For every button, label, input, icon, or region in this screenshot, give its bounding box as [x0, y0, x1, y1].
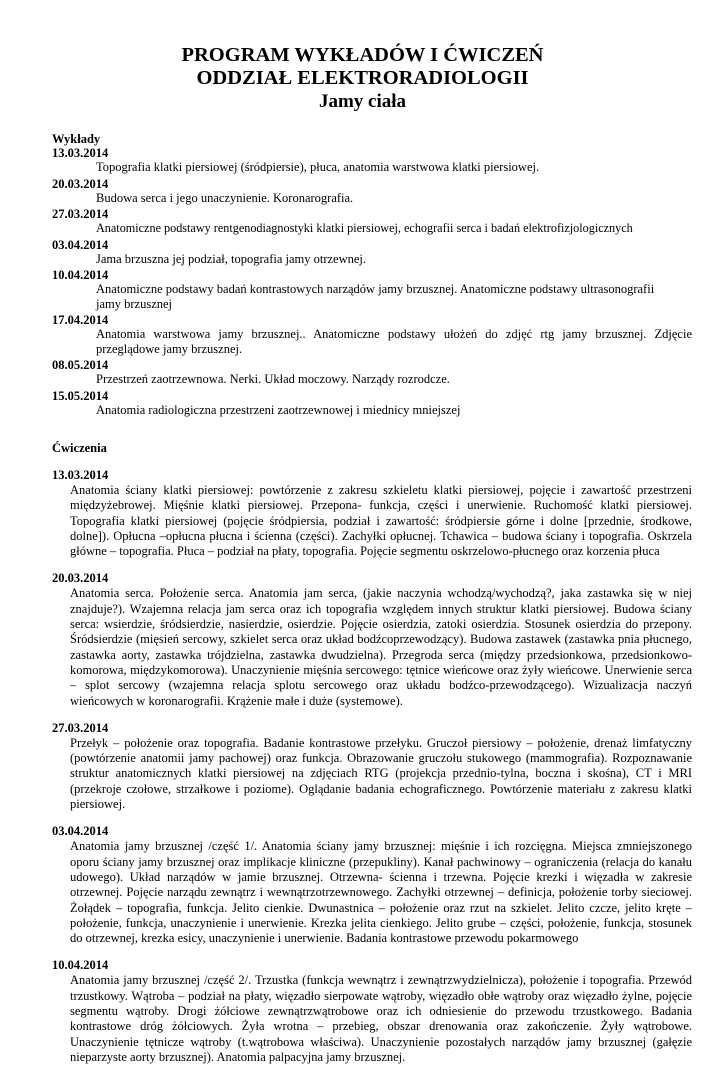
lecture-topic: Przestrzeń zaotrzewnowa. Nerki. Układ moczowy. Narządy rozrodcze.	[96, 372, 450, 386]
exercise-date: 10.04.2014	[52, 958, 109, 973]
lectures-heading: Wykłady	[52, 132, 101, 146]
lecture-entry	[52, 207, 692, 236]
exercise-date: 27.03.2014	[52, 720, 109, 735]
exercise-date: 20.03.2014	[52, 571, 109, 586]
exercise-topic: Przełyk – położenie oraz topografia. Badanie kontrastowe przełyku. Gruczoł piersiowy – położenie, drenaż limfatyczny (powtórzenie anatomii jamy pachowej) oraz funkcja. Obrazowanie gruczołu stukowego (mammografia). Rozpoznawanie struktur anatomicznych klatki piersiowej na zdjęciach RTG (projekcja przednio-tylna, boczna i skośna), CT i MRI (przekroje czołowe, strzałkowe i poziome). Oglądanie badania echograficznego. Powtórzenie materiału z zakresu klatki piersiowej.	[70, 735, 692, 812]
lecture-date: 13.03.2014	[52, 146, 109, 160]
exercise-entry	[52, 571, 692, 708]
lecture-topic: Anatomiczne podstawy rentgenodiagnostyki klatki piersiowej, echografii serca i badań elektrofizjologicznych	[96, 221, 633, 235]
lecture-entry	[52, 238, 692, 267]
exercise-date: 13.03.2014	[52, 468, 109, 482]
page-title-line-1: PROGRAM WYKŁADÓW I ĆWICZEŃ	[181, 44, 544, 66]
exercise-date: 03.04.2014	[52, 824, 109, 839]
lecture-entry	[52, 358, 692, 387]
lecture-entry	[52, 146, 692, 175]
exercise-topic: Anatomia serca. Położenie serca. Anatomia jam serca, (jakie naczynia wchodzą/wychodzą?, jaka zastawka się w niej znajduje?). Wzajemna relacja jam serca oraz ich topografia względem innych struktur klatki piersiowej. Budowa ściany serca: wsierdzie, śródsierdzie, nasierdzie, osierdzie. Pojęcie osierdzia, zatoki osierdzia. Stosunek osierdzia do przepony. Śródsierdzie (mięsień sercowy, szkielet serca oraz układ bodźcoprzewodzący). Budowa zastawek (zastawka pnia płucnego, zastawka aorty, zastawka trójdzielna, zastawka dwudzielna). Przegroda serca (między przedsionkowa, przedsionkowo-komorowa, międzykomorowa). Unaczynienie mięśnia sercowego: tętnice wieńcowe oraz żyły wieńcowe. Unerwienie serca – splot sercowy (wzajemna relacja splotu sercowego oraz układu bodźco-przewodzącego). Wizualizacja naczyń wieńcowych w koronarografii. Krążenie małe i duże (systemowe).	[70, 586, 692, 708]
exercise-entry	[52, 468, 692, 559]
exercise-entry	[52, 958, 692, 1065]
lecture-entry	[52, 313, 692, 356]
lecture-date: 03.04.2014	[52, 237, 109, 252]
page-subtitle: Jamy ciała	[318, 91, 407, 112]
lecture-date: 15.05.2014	[52, 388, 109, 403]
lecture-entry	[52, 389, 692, 418]
lecture-topic: Anatomia warstwowa jamy brzusznej.. Anatomiczne podstawy ułożeń do zdjęć rtg jamy brzusznej. Zdjęcie przeglądowe jamy brzusznej.	[96, 327, 692, 356]
lecture-topic: Anatomia radiologiczna przestrzeni zaotrzewnowej i miednicy mniejszej	[96, 402, 461, 417]
exercise-topic: Anatomia ściany klatki piersiowej: powtórzenie z zakresu szkieletu klatki piersiowej, pojęcie i zawartość przestrzeni międzyżebrowej. Mięśnie klatki piersiowej. Przepona- funkcja, części i unerwienie. Ruchomość klatki piersiowej. Topografia klatki piersiowej (pojęcie śródpiersia, podział i zawartość: śródpiersie górne i dolne [przednie, środkowe, dolne]). Opłucna –opłucna płucna i ścienna (części). Zachyłki opłucnej. Tchawica – budowa ściany i topografia. Oskrzela główne – topografia. Płuca – podział na płaty, topografia. Pojęcie segmentu oskrzelowo-płucnego oraz korzenia płuca	[70, 483, 692, 559]
page-title-line-2: ODDZIAŁ ELEKTRORADIOLOGII	[196, 67, 529, 89]
lecture-date: 27.03.2014	[52, 207, 109, 221]
exercise-entry	[52, 824, 692, 946]
exercises-heading: Ćwiczenia	[52, 441, 107, 455]
exercise-entry	[52, 721, 692, 812]
exercise-topic: Anatomia jamy brzusznej /część 2/. Trzustka (funkcja wewnątrz i zewnątrzwydzielnicza), położenie i topografia. Przewód trzustkowy. Wątroba – podział na płaty, więzadło sierpowate wątroby, więzadło obłe wątroby oraz więzadło żylne, pojęcie segmentu wątroby. Drogi żółciowe zewnątrzwątrobowe oraz ich odniesienie do przewodu trzustkowego. Badania kontrastowe dróg żółciowych. Żyła wrotna – przebieg, obszar drenowania oraz zakończenie. Żyły wątrobowe. Unaczynienie tętnicze wątroby (t.wątrobowa właściwa). Unaczynienie pozostałych narządów jamy brzusznej (gałęzie nieparzyste aorty brzusznej). Anatomia palpacyjna jamy brzusznej.	[70, 973, 692, 1064]
lecture-topic: Anatomiczne podstawy badań kontrastowych narządów jamy brzusznej. Anatomiczne podstawy ultrasonografii jamy brzusznej	[96, 282, 655, 311]
program-content	[52, 132, 692, 1065]
lecture-topic: Topografia klatki piersiowej (śródpiersie), płuca, anatomia warstwowa klatki piersiowej.	[96, 160, 540, 174]
lecture-date: 20.03.2014	[52, 176, 109, 191]
title-block	[0, 44, 725, 113]
lecture-topic: Jama brzuszna jej podział, topografia jamy otrzewnej.	[96, 251, 367, 266]
lecture-topic: Budowa serca i jego unaczynienie. Koronarografia.	[96, 190, 354, 205]
lecture-date: 10.04.2014	[52, 268, 109, 282]
lecture-date: 17.04.2014	[52, 313, 109, 327]
lecture-entry	[52, 268, 692, 311]
lecture-entry	[52, 177, 692, 206]
lecture-date: 08.05.2014	[52, 358, 109, 372]
exercise-topic: Anatomia jamy brzusznej /część 1/. Anatomia ściany jamy brzusznej: mięśnie i ich rozcięgna. Miejsca zmniejszonego oporu ściany jamy brzusznej oraz implikacje kliniczne (przepukliny). Kanał pachwinowy – ograniczenia (relacja do kanału udowego). Układ narządów w jamie brzusznej. Otrzewna- ścienna i trzewna. Pojęcie krezki i więzadła w zakresie otrzewnej. Pojęcie narządu zewnątrz i wewnątrzotrzewnowego. Zachyłki otrzewnej – definicja, położenie torby sieciowej. Żołądek – topografia, funkcja. Jelito cienkie. Dwunastnica – położenie oraz rzut na szkielet. Jelito czcze, jelito kręte – położenie, funkcja, unaczynienie i unerwienie. Krezka jelita cienkiego. Jelito grube – części, położenie, funkcja, stosunek do otrzewnej, krezka esicy, unaczynienie i unerwienie. Badania kontrastowe przewodu pokarmowego	[70, 839, 692, 946]
